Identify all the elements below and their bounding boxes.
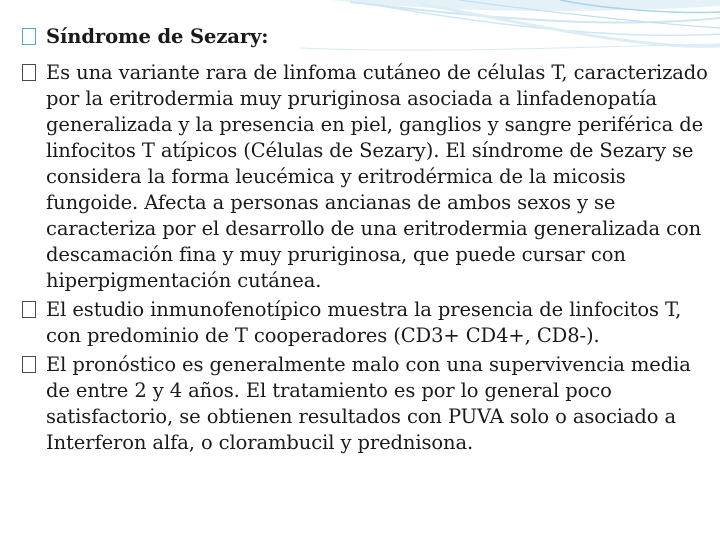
square-bullet-icon xyxy=(22,64,36,81)
square-bullet-icon xyxy=(22,356,36,373)
paragraph-text: Es una variante rara de linfoma cutáneo de células T, caracterizado por la eritrodermia muy pruriginosa asociada a linfadenopatía generalizada y la presencia en piel, ganglios y sangre periférica de linfocitos T atípicos (Células de Sezary). El síndrome de Sezary se considera la forma leucémica y eritrodérmica de la micosis fungoide. Afecta a personas ancianas de ambos sexos y se caracteriza por el desarrollo de una eritrodermia generalizada con descamación fina y muy pruriginosa, que puede cursar con hiperpigmentación cutánea. xyxy=(46,61,708,292)
content-box xyxy=(22,24,712,456)
square-bullet-icon xyxy=(22,28,36,45)
paragraph-text: El pronóstico es generalmente malo con una supervivencia media de entre 2 y 4 años. El tratamiento es por lo general poco satisfactorio, se obtienen resultados con PUVA solo o asociado a Interferon alfa, o clorambucil y prednisona. xyxy=(46,353,691,454)
square-bullet-icon xyxy=(22,301,36,318)
paragraph-immunophenotype xyxy=(22,297,712,349)
paragraph-text: El estudio inmunofenotípico muestra la presencia de linfocitos T, con predominio de T cooperadores (CD3+ CD4+, CD8-). xyxy=(46,298,682,347)
slide-title-text: Síndrome de Sezary: xyxy=(46,25,269,48)
paragraph-definition xyxy=(22,60,712,294)
slide-title xyxy=(22,24,712,50)
paragraph-prognosis xyxy=(22,352,712,456)
